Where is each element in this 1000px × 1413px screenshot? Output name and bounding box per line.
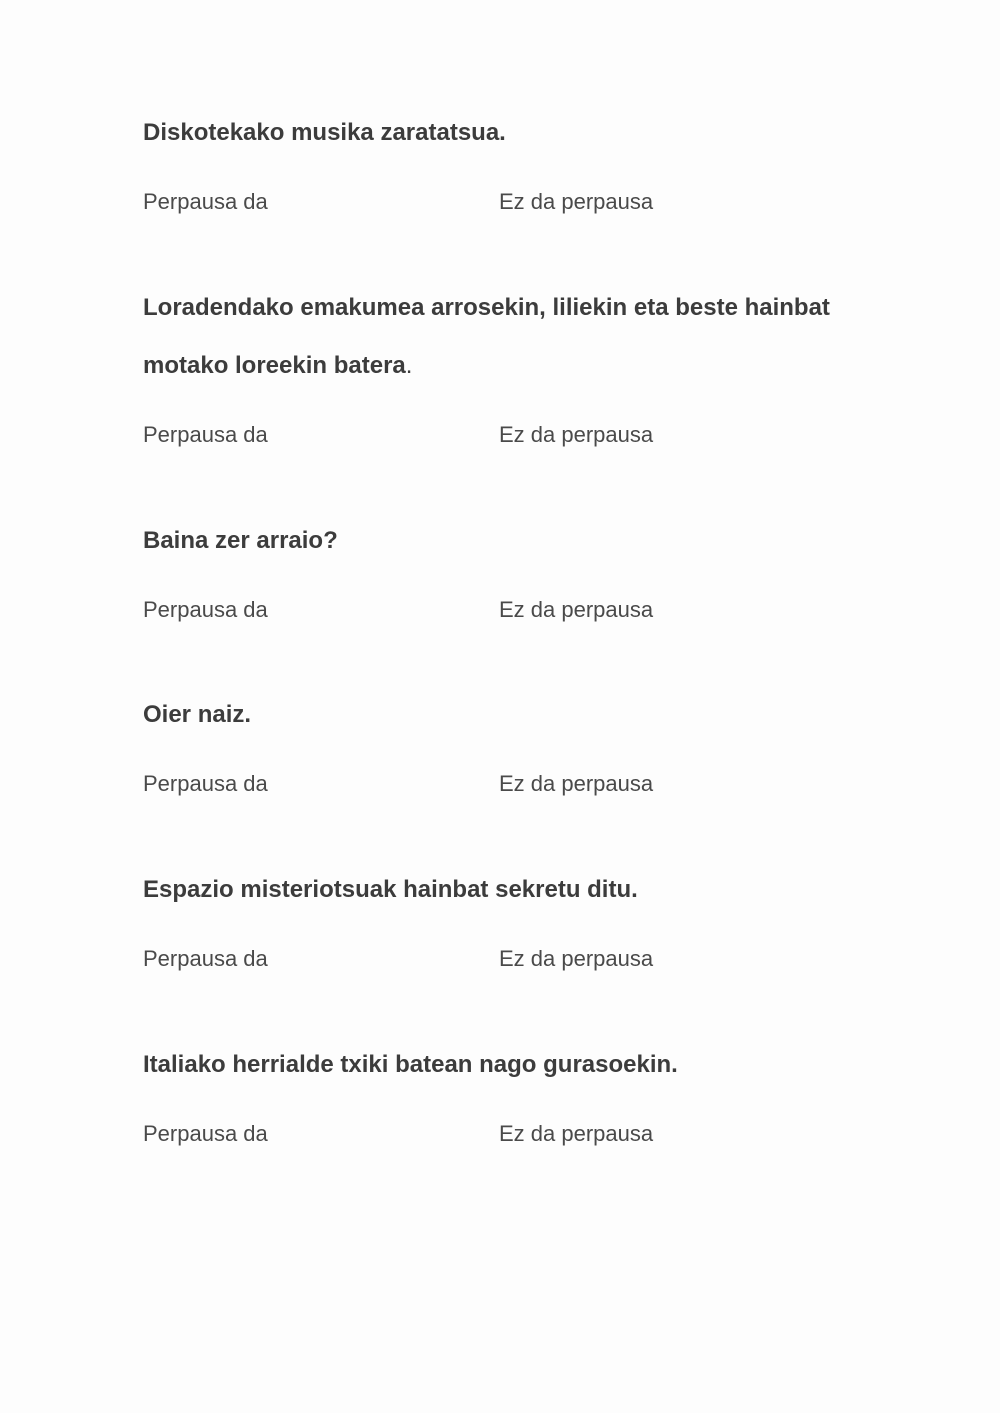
sentence-3-text: Baina zer arraio? [143,527,338,554]
sentence-3 [143,512,883,570]
sentence-2-tail: . [405,352,413,379]
sentence-4-text: Oier naiz. [143,701,252,728]
option-ez-da-perpausa-1[interactable]: Ez da perpausa [499,189,654,214]
option-perpausa-da-3[interactable]: Perpausa da [143,597,268,622]
sentence-2 [143,279,883,395]
sentence-6 [143,1036,883,1094]
sentence-6-text: Italiako herrialde txiki batean nago gurasoekin. [143,1051,678,1078]
option-perpausa-da-6[interactable]: Perpausa da [143,1121,268,1146]
option-perpausa-da-4[interactable]: Perpausa da [143,771,268,796]
sentence-5-text: Espazio misteriotsuak hainbat sekretu ditu. [143,876,638,903]
option-ez-da-perpausa-6[interactable]: Ez da perpausa [499,1121,654,1146]
sentence-1-text: Diskotekako musika zaratatsua. [143,119,506,146]
option-perpausa-da-1[interactable]: Perpausa da [143,189,268,214]
sentence-1 [143,104,883,162]
option-ez-da-perpausa-4[interactable]: Ez da perpausa [499,771,654,796]
option-ez-da-perpausa-2[interactable]: Ez da perpausa [499,422,654,447]
sentence-5 [143,861,883,919]
option-ez-da-perpausa-3[interactable]: Ez da perpausa [499,597,654,622]
sentence-2-text: Loradendako emakumea arrosekin, liliekin eta beste hainbat motako loreekin batera [143,294,830,379]
option-perpausa-da-5[interactable]: Perpausa da [143,946,268,971]
option-ez-da-perpausa-5[interactable]: Ez da perpausa [499,946,654,971]
option-perpausa-da-2[interactable]: Perpausa da [143,422,268,447]
sentence-4 [143,686,883,744]
